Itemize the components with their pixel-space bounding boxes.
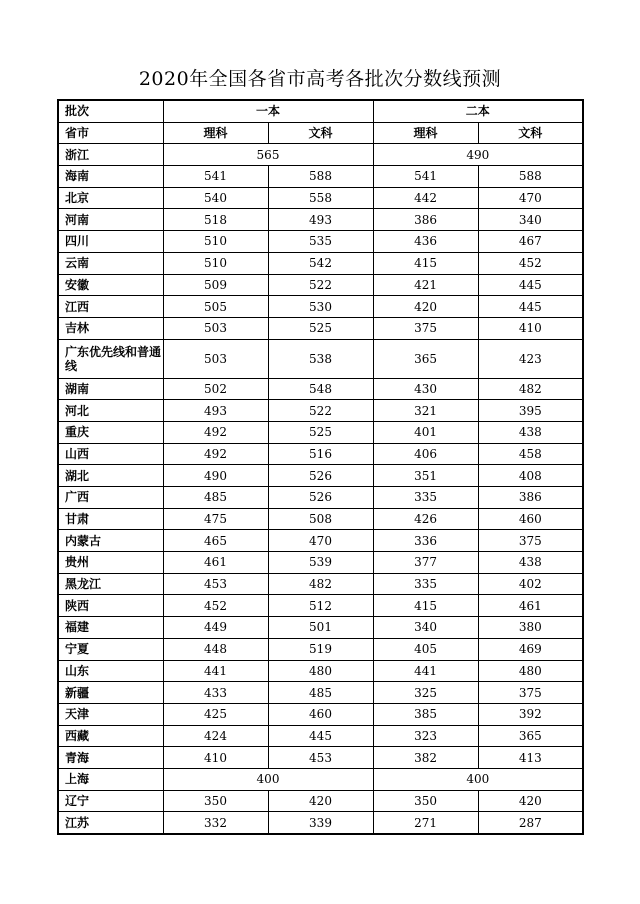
batch2-science-cell: 323 xyxy=(373,725,478,747)
province-cell: 湖南 xyxy=(58,378,163,400)
batch1-arts-cell: 588 xyxy=(268,166,373,188)
batch2-arts-cell: 408 xyxy=(478,465,583,487)
province-cell: 四川 xyxy=(58,231,163,253)
province-cell: 新疆 xyxy=(58,682,163,704)
header-batch2-science: 理科 xyxy=(373,122,478,144)
batch1-science-cell: 509 xyxy=(163,274,268,296)
batch1-score-cell: 400 xyxy=(163,768,373,790)
batch1-arts-cell: 539 xyxy=(268,552,373,574)
batch2-science-cell: 415 xyxy=(373,595,478,617)
batch2-arts-cell: 588 xyxy=(478,166,583,188)
table-row xyxy=(58,443,583,465)
table-row xyxy=(58,166,583,188)
batch2-science-cell: 401 xyxy=(373,421,478,443)
batch1-arts-cell: 538 xyxy=(268,339,373,378)
batch1-arts-cell: 525 xyxy=(268,317,373,339)
table-row xyxy=(58,144,583,166)
province-cell: 北京 xyxy=(58,187,163,209)
batch1-science-cell: 541 xyxy=(163,166,268,188)
table-row xyxy=(58,209,583,231)
header-batch1-arts: 文科 xyxy=(268,122,373,144)
province-cell: 广西 xyxy=(58,487,163,509)
table-row xyxy=(58,768,583,790)
table-row xyxy=(58,682,583,704)
province-cell: 陕西 xyxy=(58,595,163,617)
batch1-science-cell: 485 xyxy=(163,487,268,509)
batch2-science-cell: 340 xyxy=(373,617,478,639)
batch2-science-cell: 436 xyxy=(373,231,478,253)
batch2-arts-cell: 410 xyxy=(478,317,583,339)
province-cell: 青海 xyxy=(58,747,163,769)
province-cell: 天津 xyxy=(58,703,163,725)
batch2-science-cell: 420 xyxy=(373,296,478,318)
province-cell: 内蒙古 xyxy=(58,530,163,552)
batch1-arts-cell: 526 xyxy=(268,465,373,487)
batch1-arts-cell: 460 xyxy=(268,703,373,725)
province-cell: 重庆 xyxy=(58,421,163,443)
batch1-arts-cell: 512 xyxy=(268,595,373,617)
batch2-science-cell: 271 xyxy=(373,812,478,834)
batch1-arts-cell: 480 xyxy=(268,660,373,682)
table-row xyxy=(58,187,583,209)
batch1-science-cell: 449 xyxy=(163,617,268,639)
province-cell: 山东 xyxy=(58,660,163,682)
batch2-arts-cell: 402 xyxy=(478,573,583,595)
batch1-arts-cell: 519 xyxy=(268,638,373,660)
batch2-arts-cell: 480 xyxy=(478,660,583,682)
batch1-science-cell: 433 xyxy=(163,682,268,704)
batch1-arts-cell: 493 xyxy=(268,209,373,231)
batch2-science-cell: 442 xyxy=(373,187,478,209)
batch2-arts-cell: 365 xyxy=(478,725,583,747)
batch1-science-cell: 425 xyxy=(163,703,268,725)
batch1-science-cell: 492 xyxy=(163,421,268,443)
batch2-science-cell: 321 xyxy=(373,400,478,422)
batch1-science-cell: 493 xyxy=(163,400,268,422)
table-row xyxy=(58,790,583,812)
province-cell: 广东优先线和普通线 xyxy=(58,339,163,378)
table-row xyxy=(58,812,583,834)
batch2-arts-cell: 395 xyxy=(478,400,583,422)
batch1-arts-cell: 453 xyxy=(268,747,373,769)
batch2-arts-cell: 469 xyxy=(478,638,583,660)
batch1-arts-cell: 558 xyxy=(268,187,373,209)
batch2-arts-cell: 452 xyxy=(478,252,583,274)
batch2-science-cell: 430 xyxy=(373,378,478,400)
batch1-science-cell: 448 xyxy=(163,638,268,660)
batch2-arts-cell: 438 xyxy=(478,421,583,443)
province-cell: 江苏 xyxy=(58,812,163,834)
table-row xyxy=(58,703,583,725)
batch2-score-cell: 490 xyxy=(373,144,583,166)
score-table xyxy=(57,99,584,835)
batch2-arts-cell: 380 xyxy=(478,617,583,639)
batch2-science-cell: 441 xyxy=(373,660,478,682)
batch1-science-cell: 453 xyxy=(163,573,268,595)
table-row xyxy=(58,274,583,296)
table-row xyxy=(58,595,583,617)
batch1-science-cell: 332 xyxy=(163,812,268,834)
batch2-arts-cell: 467 xyxy=(478,231,583,253)
batch2-science-cell: 426 xyxy=(373,508,478,530)
batch1-arts-cell: 508 xyxy=(268,508,373,530)
header-province-label: 省市 xyxy=(58,122,163,144)
batch1-science-cell: 503 xyxy=(163,339,268,378)
header-batch2-arts: 文科 xyxy=(478,122,583,144)
batch1-arts-cell: 420 xyxy=(268,790,373,812)
batch1-science-cell: 518 xyxy=(163,209,268,231)
province-cell: 江西 xyxy=(58,296,163,318)
batch2-arts-cell: 458 xyxy=(478,443,583,465)
batch1-arts-cell: 525 xyxy=(268,421,373,443)
table-row xyxy=(58,617,583,639)
batch2-arts-cell: 461 xyxy=(478,595,583,617)
batch2-arts-cell: 445 xyxy=(478,274,583,296)
table-row xyxy=(58,465,583,487)
batch1-arts-cell: 522 xyxy=(268,274,373,296)
province-cell: 上海 xyxy=(58,768,163,790)
table-row xyxy=(58,296,583,318)
province-cell: 辽宁 xyxy=(58,790,163,812)
table-row xyxy=(58,660,583,682)
batch1-arts-cell: 542 xyxy=(268,252,373,274)
batch2-science-cell: 335 xyxy=(373,487,478,509)
batch2-arts-cell: 375 xyxy=(478,530,583,552)
batch1-arts-cell: 526 xyxy=(268,487,373,509)
table-row xyxy=(58,252,583,274)
batch1-arts-cell: 470 xyxy=(268,530,373,552)
province-cell: 山西 xyxy=(58,443,163,465)
batch2-arts-cell: 420 xyxy=(478,790,583,812)
batch2-science-cell: 415 xyxy=(373,252,478,274)
province-cell: 安徽 xyxy=(58,274,163,296)
batch1-arts-cell: 339 xyxy=(268,812,373,834)
table-row xyxy=(58,725,583,747)
batch2-arts-cell: 392 xyxy=(478,703,583,725)
table-row xyxy=(58,638,583,660)
batch1-science-cell: 503 xyxy=(163,317,268,339)
batch1-arts-cell: 445 xyxy=(268,725,373,747)
province-cell: 云南 xyxy=(58,252,163,274)
batch2-science-cell: 335 xyxy=(373,573,478,595)
batch1-score-cell: 565 xyxy=(163,144,373,166)
table-row xyxy=(58,530,583,552)
table-row xyxy=(58,747,583,769)
batch2-arts-cell: 386 xyxy=(478,487,583,509)
batch1-arts-cell: 482 xyxy=(268,573,373,595)
batch1-science-cell: 424 xyxy=(163,725,268,747)
batch1-arts-cell: 548 xyxy=(268,378,373,400)
province-cell: 湖北 xyxy=(58,465,163,487)
province-cell: 浙江 xyxy=(58,144,163,166)
batch2-science-cell: 541 xyxy=(373,166,478,188)
batch1-science-cell: 492 xyxy=(163,443,268,465)
table-row xyxy=(58,339,583,378)
batch1-science-cell: 452 xyxy=(163,595,268,617)
province-cell: 贵州 xyxy=(58,552,163,574)
table-row xyxy=(58,552,583,574)
header-batch-label: 批次 xyxy=(58,100,163,122)
header-batch1-science: 理科 xyxy=(163,122,268,144)
table-row xyxy=(58,400,583,422)
batch1-science-cell: 465 xyxy=(163,530,268,552)
province-cell: 河北 xyxy=(58,400,163,422)
batch2-science-cell: 386 xyxy=(373,209,478,231)
province-cell: 河南 xyxy=(58,209,163,231)
province-cell: 宁夏 xyxy=(58,638,163,660)
header-row-subject xyxy=(58,122,583,144)
batch2-science-cell: 350 xyxy=(373,790,478,812)
batch2-science-cell: 325 xyxy=(373,682,478,704)
province-cell: 吉林 xyxy=(58,317,163,339)
table-row xyxy=(58,487,583,509)
batch2-science-cell: 351 xyxy=(373,465,478,487)
batch2-arts-cell: 375 xyxy=(478,682,583,704)
batch2-science-cell: 421 xyxy=(373,274,478,296)
table-row xyxy=(58,317,583,339)
batch2-arts-cell: 445 xyxy=(478,296,583,318)
batch2-arts-cell: 460 xyxy=(478,508,583,530)
table-row xyxy=(58,421,583,443)
batch2-arts-cell: 470 xyxy=(478,187,583,209)
province-cell: 海南 xyxy=(58,166,163,188)
batch1-science-cell: 505 xyxy=(163,296,268,318)
batch2-science-cell: 336 xyxy=(373,530,478,552)
header-row-batch xyxy=(58,100,583,122)
batch2-arts-cell: 287 xyxy=(478,812,583,834)
table-row xyxy=(58,508,583,530)
province-cell: 西藏 xyxy=(58,725,163,747)
batch2-science-cell: 365 xyxy=(373,339,478,378)
batch1-science-cell: 540 xyxy=(163,187,268,209)
batch1-science-cell: 502 xyxy=(163,378,268,400)
province-cell: 福建 xyxy=(58,617,163,639)
batch2-arts-cell: 423 xyxy=(478,339,583,378)
batch1-arts-cell: 485 xyxy=(268,682,373,704)
batch2-arts-cell: 413 xyxy=(478,747,583,769)
batch1-arts-cell: 501 xyxy=(268,617,373,639)
batch1-science-cell: 350 xyxy=(163,790,268,812)
batch2-science-cell: 382 xyxy=(373,747,478,769)
batch2-science-cell: 385 xyxy=(373,703,478,725)
batch1-science-cell: 441 xyxy=(163,660,268,682)
table-row xyxy=(58,231,583,253)
batch1-science-cell: 461 xyxy=(163,552,268,574)
batch1-arts-cell: 516 xyxy=(268,443,373,465)
province-cell: 甘肃 xyxy=(58,508,163,530)
page-title: 2020年全国各省市高考各批次分数线预测 xyxy=(138,68,502,90)
batch2-arts-cell: 340 xyxy=(478,209,583,231)
batch2-arts-cell: 438 xyxy=(478,552,583,574)
batch1-science-cell: 510 xyxy=(163,231,268,253)
batch2-science-cell: 375 xyxy=(373,317,478,339)
batch2-science-cell: 405 xyxy=(373,638,478,660)
batch1-arts-cell: 522 xyxy=(268,400,373,422)
batch1-science-cell: 410 xyxy=(163,747,268,769)
header-batch1: 一本 xyxy=(163,100,373,122)
province-cell: 黑龙江 xyxy=(58,573,163,595)
batch1-science-cell: 510 xyxy=(163,252,268,274)
table-row xyxy=(58,378,583,400)
header-batch2: 二本 xyxy=(373,100,583,122)
score-table-body xyxy=(58,100,583,834)
batch1-arts-cell: 535 xyxy=(268,231,373,253)
batch2-science-cell: 377 xyxy=(373,552,478,574)
batch1-science-cell: 490 xyxy=(163,465,268,487)
batch2-science-cell: 406 xyxy=(373,443,478,465)
batch1-science-cell: 475 xyxy=(163,508,268,530)
table-row xyxy=(58,573,583,595)
batch1-arts-cell: 530 xyxy=(268,296,373,318)
batch2-arts-cell: 482 xyxy=(478,378,583,400)
batch2-score-cell: 400 xyxy=(373,768,583,790)
